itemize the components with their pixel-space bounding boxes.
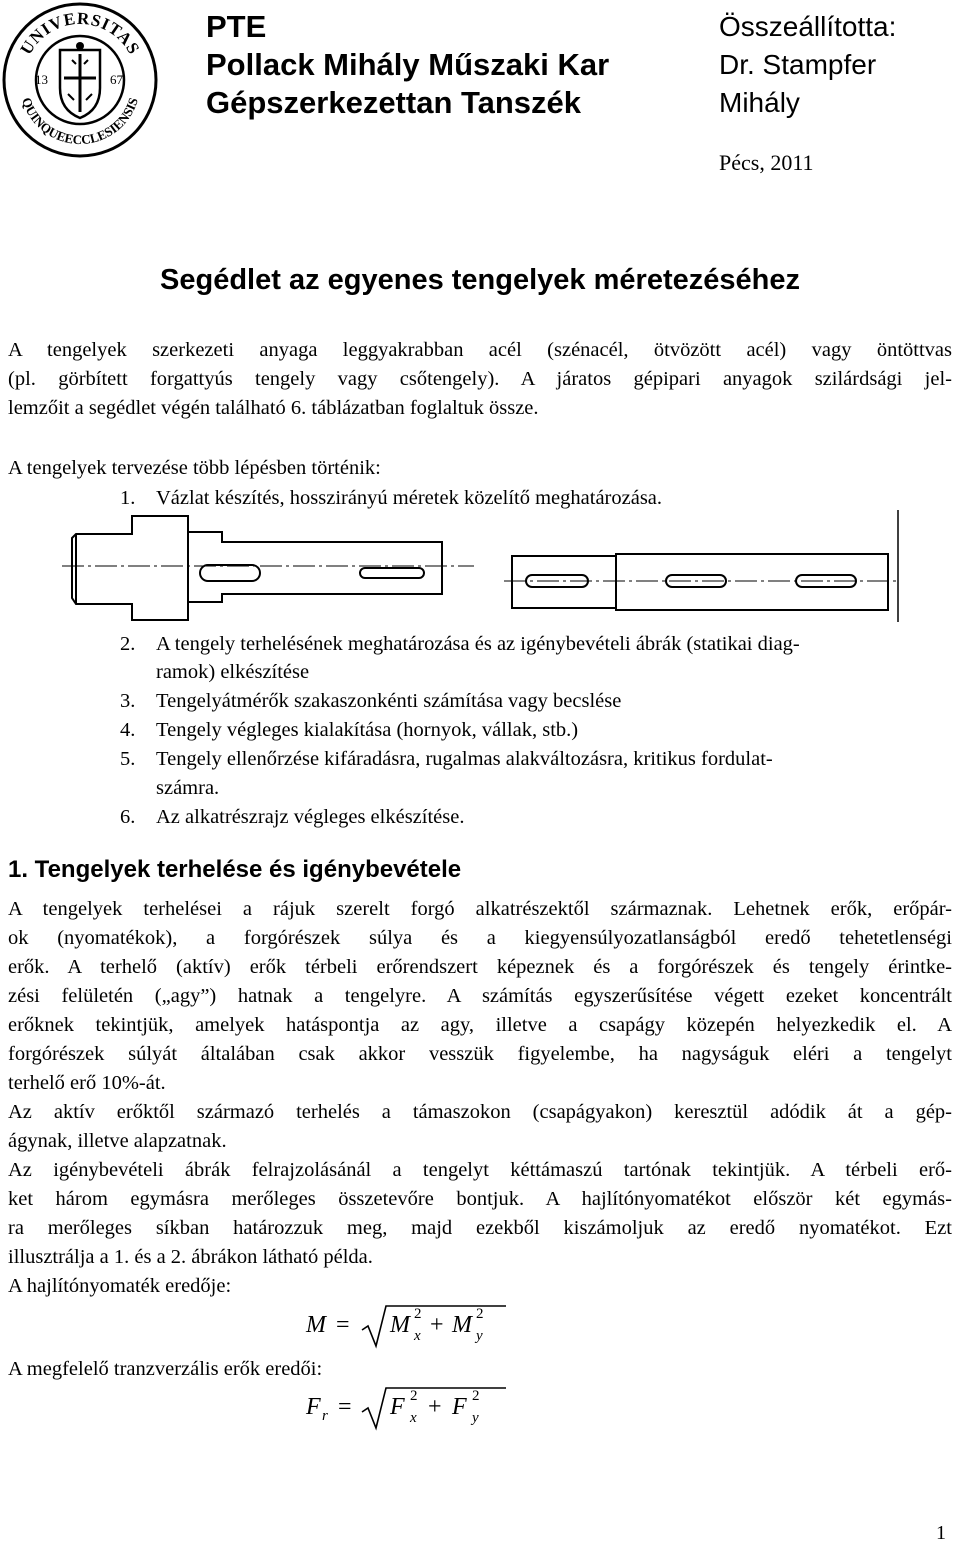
formula-term: M (452, 1312, 472, 1338)
formula-lhs: M (306, 1312, 326, 1338)
formula-exponent: 2 (414, 1306, 422, 1322)
institution-abbr: PTE (206, 9, 267, 44)
paragraph-line: ket három egymásra merőleges összetevőre bontjuk. A hajlítónyomatékot először két egymás- (8, 1188, 952, 1210)
svg-text:13: 13 (35, 72, 48, 87)
formula-exponent: 2 (476, 1306, 484, 1322)
formula-subscript: y (472, 1410, 479, 1426)
paragraph-line: erőknek tekintjük, amelyek hatáspontja az agy, illetve a csapágy közepén helyezkedik el. A (8, 1014, 952, 1036)
formula-subscript: x (414, 1328, 421, 1344)
formula-subscript: y (476, 1328, 483, 1344)
formula-plus: + (430, 1312, 444, 1338)
author-block (719, 8, 896, 122)
step-text: Tengely végleges kialakítása (hornyok, vállak, stb.) (156, 719, 579, 741)
formula-term: M (390, 1312, 410, 1338)
step-item (120, 803, 464, 832)
university-seal (2, 2, 158, 158)
intro-line: lemzőit a segédlet végén található 6. táblázatban foglaltuk össze. (8, 397, 539, 419)
place-date: Pécs, 2011 (719, 150, 814, 175)
formula-equals: = (336, 1312, 350, 1338)
institution-block (206, 8, 609, 122)
paragraph-line: illusztrálja a 1. és a 2. ábrákon látható példa. (8, 1246, 373, 1268)
shaft-sketch-drawing (60, 510, 900, 622)
svg-text:UNIVERSITAS: UNIVERSITAS (16, 8, 144, 58)
transverse-force-label: A megfelelő tranzverzális erők eredői: (8, 1358, 323, 1380)
intro-line: A tengelyek szerkezeti anyaga leggyakrabban acél (szénacél, ötvözött acél) vagy öntöttvas (8, 339, 952, 361)
formula-plus: + (428, 1394, 442, 1420)
page-number: 1 (936, 1522, 946, 1544)
step-number: 5. (120, 748, 136, 770)
step-number: 6. (120, 806, 136, 828)
bending-moment-label: A hajlítónyomaték eredője: (8, 1275, 232, 1297)
step-item (120, 484, 662, 513)
step-number: 2. (120, 633, 136, 655)
formula-exponent: 2 (472, 1388, 480, 1404)
formula-term: F (452, 1394, 467, 1420)
document-title: Segédlet az egyenes tengelyek méretezéséhez (160, 264, 800, 296)
steps-intro: A tengelyek tervezése több lépésben történik: (8, 457, 381, 479)
paragraph-line: Az aktív erőktől származó terhelés a támaszokon (csapágyakon) keresztül adódik át a gép- (8, 1101, 952, 1123)
paragraph-line: A tengelyek terhelései a rájuk szerelt forgó alkatrészektől származnak. Lehetnek erők, erőpár- (8, 898, 952, 920)
author-name-line2: Mihály (719, 87, 800, 118)
step-text: Vázlat készítés, hosszirányú méretek közelítő meghatározása. (156, 487, 663, 509)
svg-text:QUINQUEECCLESIENSIS: QUINQUEECCLESIENSIS (19, 95, 141, 148)
formula-lhs-subscript: r (322, 1408, 328, 1424)
step-number: 3. (120, 690, 136, 712)
paragraph-line: forgórészek súlyát általában csak akkor vesszük figyelembe, ha nagyságuk eléri a tengelyt (8, 1043, 952, 1065)
step-item (120, 745, 773, 774)
department-name: Gépszerkezettan Tanszék (206, 85, 582, 120)
step-item (120, 630, 800, 659)
step-text: A tengely terhelésének meghatározása és az igénybevételi ábrák (statikai diag- (156, 633, 800, 655)
faculty-name: Pollack Mihály Műszaki Kar (206, 47, 610, 82)
formula-subscript: x (410, 1410, 417, 1426)
paragraph-line: erők. A terhelő (aktív) erők térbeli erőrendszert képeznek és a forgórészek és tengely érintke- (8, 956, 952, 978)
step-number: 4. (120, 719, 136, 741)
shaft-sketch (60, 510, 900, 622)
svg-text:67: 67 (110, 72, 123, 87)
paragraph-line: ok (nyomatékok), a forgórészek súlya és a kiegyensúlyozatlanságból eredő tehetetlenségi (8, 927, 952, 949)
compiled-by-label: Összeállította: (719, 11, 897, 42)
paragraph-line: zési felületén („agy”) hatnak a tengelyre. A számítás egyszerűsítése végett ezeket koncentrált (8, 985, 952, 1007)
step-text-continued: ramok) elkészítése (156, 661, 310, 683)
step-number: 1. (120, 487, 136, 509)
formula-exponent: 2 (410, 1388, 418, 1404)
intro-line: (pl. görbített forgattyús tengely vagy csőtengely). A járatos gépipari anyagok szilárdsági jel- (8, 368, 952, 390)
formula-equals: = (338, 1394, 352, 1420)
author-name-line1: Dr. Stampfer (719, 49, 877, 80)
step-text-continued: számra. (156, 777, 220, 799)
formula-lhs: F (306, 1394, 321, 1420)
step-item (120, 687, 621, 716)
formula-term: F (390, 1394, 405, 1420)
step-text: Az alkatrészrajz végleges elkészítése. (156, 806, 465, 828)
step-text: Tengely ellenőrzése kifáradásra, rugalmas alakváltozásra, kritikus fordulat- (156, 748, 773, 770)
formula-resultant-force (306, 1384, 506, 1434)
paragraph-line: ra merőleges síkban határozzuk meg, majd ezekből kiszámoljuk az eredő nyomatékot. Ezt (8, 1217, 952, 1239)
step-item (120, 716, 578, 745)
formula-resultant-moment (306, 1302, 506, 1352)
paragraph-line: Az igénybevételi ábrák felrajzolásánál a tengelyt kéttámaszú tartónak tekintjük. A térbeli erő- (8, 1159, 952, 1181)
seal-graphic (2, 2, 158, 158)
section-heading: 1. Tengelyek terhelése és igénybevétele (8, 856, 462, 883)
paragraph-line: ágynak, illetve alapzatnak. (8, 1130, 227, 1152)
step-text: Tengelyátmérők szakaszonkénti számítása vagy becslése (156, 690, 622, 712)
paragraph-line: terhelő erő 10%-át. (8, 1072, 166, 1094)
